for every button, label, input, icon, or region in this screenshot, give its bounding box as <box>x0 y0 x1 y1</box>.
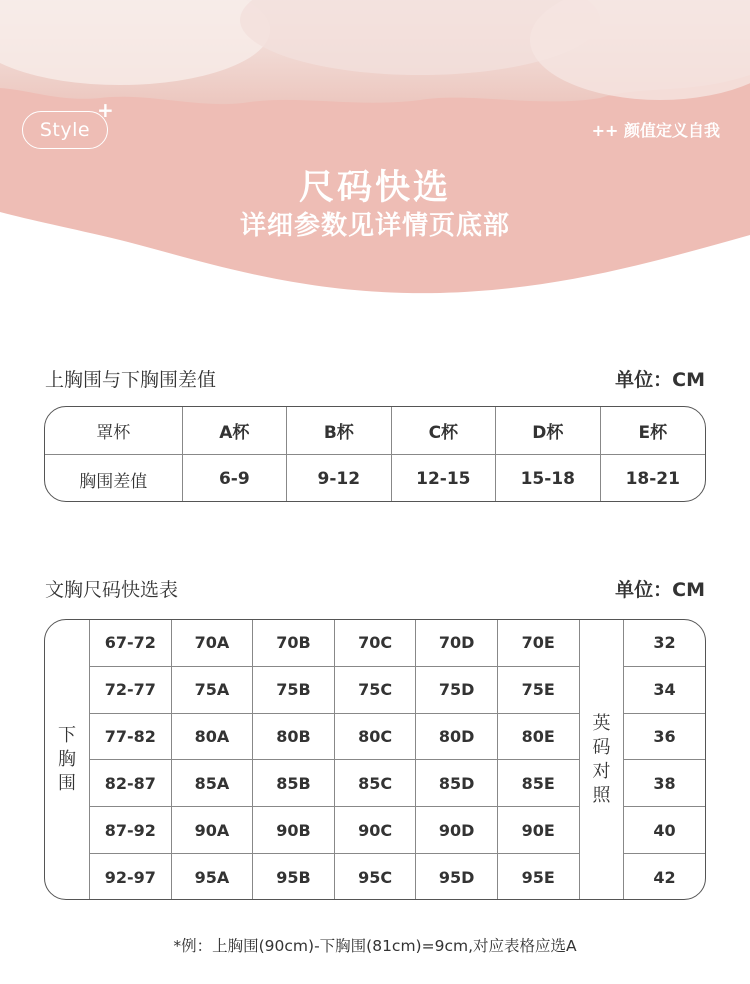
page-subtitle: 详细参数见详情页底部 <box>239 211 510 241</box>
table-row <box>90 667 580 714</box>
cup-header-cell: D杯 <box>496 407 600 454</box>
size-section-unit: 单位：CM <box>615 579 705 601</box>
table-row <box>90 854 580 900</box>
table-cell: 92-97 <box>90 854 172 900</box>
underbust-label-char: 围 <box>58 772 76 794</box>
table-cell: 95D <box>416 854 498 900</box>
table-row <box>90 807 580 854</box>
uk-size-cell: 36 <box>624 714 705 761</box>
underbust-label-char: 胸 <box>58 748 76 770</box>
table-row <box>90 760 580 807</box>
cup-value-cell: 12-15 <box>392 455 496 502</box>
size-section-label: 文胸尺码快选表 <box>45 579 179 601</box>
uk-size-cell: 34 <box>624 667 705 714</box>
uk-size-cell: 42 <box>653 867 676 887</box>
header-background <box>0 0 750 300</box>
size-grid <box>90 620 580 899</box>
cup-difference-table <box>44 406 706 502</box>
table-cell: 80D <box>416 714 498 760</box>
cup-header-row <box>45 407 705 455</box>
table-cell: 80A <box>172 714 254 760</box>
table-cell: 80E <box>498 714 580 760</box>
table-cell: 85A <box>172 760 254 806</box>
uk-size-compare-label <box>580 620 624 899</box>
table-cell: 70A <box>172 620 254 666</box>
table-cell: 85D <box>416 760 498 806</box>
table-cell: 90B <box>253 807 335 853</box>
table-cell: 85B <box>253 760 335 806</box>
table-cell: 85E <box>498 760 580 806</box>
size-quick-table <box>44 619 706 900</box>
table-cell: 70E <box>498 620 580 666</box>
table-cell: 70C <box>335 620 417 666</box>
example-footnote: *例：上胸围(90cm)-下胸围(81cm)=9cm,对应表格应选A <box>173 937 577 955</box>
tagline: ++ 颜值定义自我 <box>591 121 720 140</box>
uk-compare-char: 英 <box>592 712 611 734</box>
cup-header-cell: E杯 <box>638 423 668 443</box>
uk-compare-char: 对 <box>592 760 611 782</box>
cup-section-label: 上胸围与下胸围差值 <box>45 369 217 391</box>
uk-size-cell: 40 <box>624 807 705 854</box>
uk-size-cell: 38 <box>624 760 705 807</box>
table-cell: 95C <box>335 854 417 900</box>
table-cell: 90D <box>416 807 498 853</box>
table-row <box>90 714 580 761</box>
table-cell: 80B <box>253 714 335 760</box>
cup-value-cell: 胸围差值 <box>45 455 183 502</box>
uk-size-cell: 32 <box>624 620 705 667</box>
table-cell: 75C <box>335 667 417 713</box>
table-cell: 75E <box>498 667 580 713</box>
table-cell: 95E <box>498 854 580 900</box>
cup-header-cell: C杯 <box>392 407 496 454</box>
table-cell: 95B <box>253 854 335 900</box>
cup-value-cell: 9-12 <box>287 455 391 502</box>
uk-compare-char: 照 <box>592 784 611 806</box>
table-row <box>90 620 580 667</box>
table-cell: 67-72 <box>90 620 172 666</box>
cup-value-cell: 6-9 <box>183 455 287 502</box>
cup-section-unit: 单位：CM <box>615 369 705 391</box>
table-cell: 95A <box>172 854 254 900</box>
table-cell: 77-82 <box>90 714 172 760</box>
table-cell: 75A <box>172 667 254 713</box>
table-cell: 72-77 <box>90 667 172 713</box>
cup-header-cell: A杯 <box>183 407 287 454</box>
cup-header-cell: B杯 <box>287 407 391 454</box>
uk-compare-char: 码 <box>592 736 611 758</box>
table-cell: 75B <box>253 667 335 713</box>
cup-value-cell: 15-18 <box>496 455 600 502</box>
table-cell: 90A <box>172 807 254 853</box>
table-cell: 90E <box>498 807 580 853</box>
table-cell: 75D <box>416 667 498 713</box>
cup-value-cell: 18-21 <box>625 469 680 489</box>
table-cell: 70B <box>253 620 335 666</box>
table-cell: 85C <box>335 760 417 806</box>
page-title: 尺码快选 <box>298 168 451 208</box>
header-banner <box>0 0 750 300</box>
table-cell: 90C <box>335 807 417 853</box>
uk-size-column <box>624 620 705 899</box>
underbust-label-char: 下 <box>58 724 76 746</box>
table-cell: 70D <box>416 620 498 666</box>
table-cell: 80C <box>335 714 417 760</box>
table-cell: 82-87 <box>90 760 172 806</box>
cup-value-row <box>45 455 705 502</box>
underbust-label <box>45 620 90 899</box>
plus-icon: + <box>97 98 114 122</box>
style-badge: Style <box>22 111 108 149</box>
table-cell: 87-92 <box>90 807 172 853</box>
cup-header-cell: 罩杯 <box>45 407 183 454</box>
